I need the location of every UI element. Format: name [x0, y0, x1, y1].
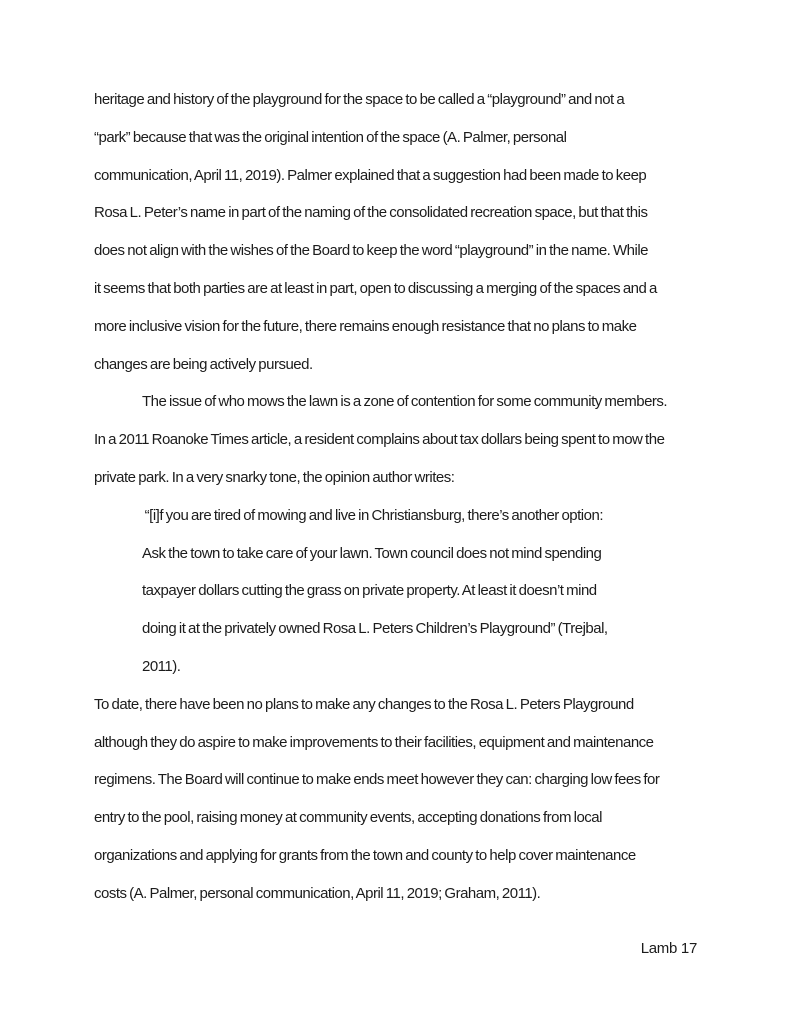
text-line: In a 2011 Roanoke Times article, a resident complains about tax dollars being spent to mow the [94, 431, 665, 449]
block-quote-line: doing it at the privately owned Rosa L. Peters Children’s Playground” (Trejbal, [142, 620, 608, 638]
page-number: Lamb 17 [640, 940, 697, 957]
text-line: entry to the pool, raising money at community events, accepting donations from local [94, 809, 602, 827]
paragraph-first-line: The issue of who mows the lawn is a zone of contention for some community members. [142, 393, 668, 411]
text-line: although they do aspire to make improvements to their facilities, equipment and maintenance [94, 733, 654, 751]
text-line: it seems that both parties are at least in part, open to discussing a merging of the spaces and a [94, 279, 657, 297]
text-line: regimens. The Board will continue to make ends meet however they can: charging low fees for [94, 771, 660, 789]
text-line: heritage and history of the playground for the space to be called a “playground” and not a [94, 91, 625, 108]
text-line: more inclusive vision for the future, there remains enough resistance that no plans to make [94, 317, 637, 335]
block-quote-line: “[i]f you are tired of mowing and live in Christiansburg, there’s another option: [142, 506, 603, 524]
block-quote-line: 2011). [142, 657, 181, 675]
text-line: costs (A. Palmer, personal communication, April 11, 2019; Graham, 2011). [94, 884, 541, 902]
text-line: “park” because that was the original intention of the space (A. Palmer, personal [94, 128, 567, 146]
text-line: private park. In a very snarky tone, the opinion author writes: [94, 468, 455, 486]
text-line: does not align with the wishes of the Board to keep the word “playground” in the name. While [94, 242, 649, 260]
text-line: Rosa L. Peter’s name in part of the naming of the consolidated recreation space, but that this [94, 204, 648, 222]
text-line: communication, April 11, 2019). Palmer explained that a suggestion had been made to keep [94, 166, 647, 184]
text-line: changes are being actively pursued. [94, 355, 313, 373]
block-quote-line: taxpayer dollars cutting the grass on private property. At least it doesn’t mind [142, 582, 597, 600]
block-quote-line: Ask the town to take care of your lawn. Town council does not mind spending [142, 544, 602, 562]
text-line: organizations and applying for grants from the town and county to help cover maintenance [94, 846, 636, 864]
text-line: To date, there have been no plans to make any changes to the Rosa L. Peters Playground [94, 695, 634, 713]
